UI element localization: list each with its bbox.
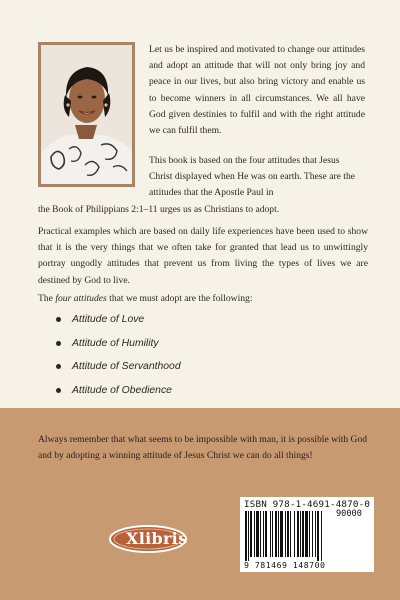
bullet-icon [56, 341, 61, 346]
description-paragraph-2 [38, 153, 365, 218]
barcode-icon [244, 511, 332, 561]
closing-statement: Always remember that what seems to be impossible with man, it is possible with God and by adopting a winning attitude of Jesus Christ we can do all things! [38, 434, 368, 462]
description-paragraph-1: Let us be inspired and motivated to change our attitudes and adopt an attitude that will not only bring joy and peace in our lives, but also bring victory and enable us to become winners in all circumstances. We all have God given destinies to fulfil and with the right attitude we can fulfil them. [149, 44, 365, 137]
list-item [38, 332, 181, 356]
bullet-icon [56, 388, 61, 393]
description-paragraph-2-part-1: This book is based on the four attitudes that Jesus Christ displayed when He was on earth. These are the attitudes that the Apostle Paul in [149, 155, 356, 199]
list-item [38, 379, 181, 403]
attitudes-intro-lead: The [38, 293, 56, 304]
attitude-label: Attitude of Love [72, 314, 145, 325]
publisher-logo-text: Xlibris [126, 529, 188, 548]
bullet-icon [56, 317, 61, 322]
attitudes-intro [38, 291, 368, 307]
attitude-label: Attitude of Servanthood [72, 361, 181, 373]
isbn-label: ISBN 978-1-4691-4870-0 [244, 499, 371, 510]
attitude-label: Attitude of Humility [72, 337, 159, 349]
ean-digits: 9 781469 148700 [244, 560, 326, 570]
price-code: 90000 [336, 509, 362, 519]
bullet-icon [56, 364, 61, 369]
list-item [38, 355, 181, 379]
author-photo [38, 42, 135, 187]
attitudes-list [38, 308, 181, 403]
attitudes-intro-emphasis: four attitudes [55, 293, 107, 304]
description-paragraph-2-part-2: the Book of Philippians 2:1–11 urges us as Christians to adopt. [38, 203, 280, 215]
description-paragraph-3: Practical examples which are based on daily life experiences have been used to show that it is the very things that we often take for granted that lead us to unwittingly portray ungodly attitudes that prevent us from living the types of lives we are destined by God to live. [38, 226, 368, 286]
attitudes-intro-tail: that we must adopt are the following: [106, 293, 253, 304]
attitude-label: Attitude of Obedience [72, 385, 172, 397]
list-item [38, 308, 181, 332]
